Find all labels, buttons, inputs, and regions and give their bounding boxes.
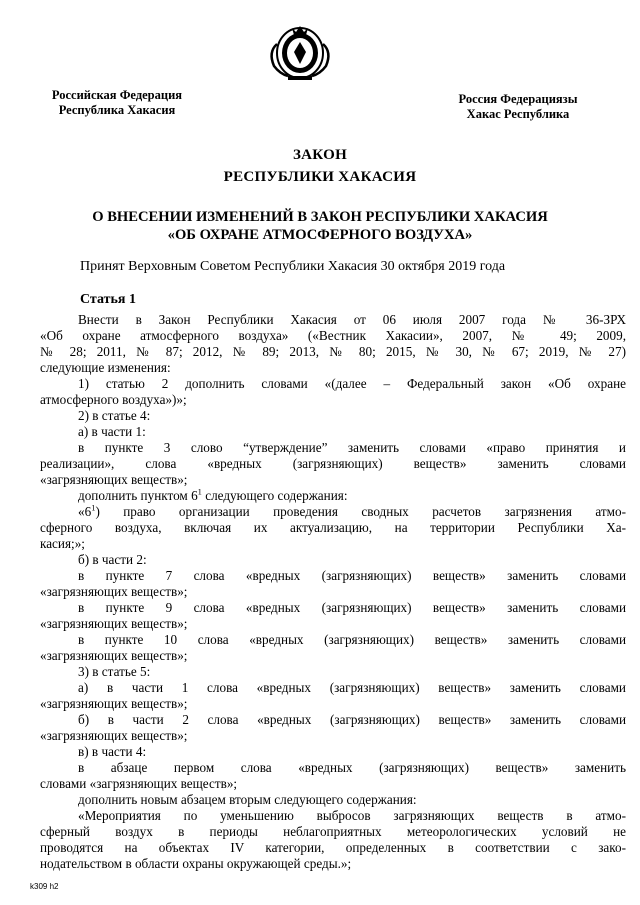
body-line: «Об охране атмосферного воздуха» («Вестник Хакасии», 2007, № 49; 2009, — [40, 328, 626, 343]
body-line: нодательством в области охраны окружающей среды.»; — [40, 856, 352, 871]
body-line: атмосферного воздуха»)»; — [40, 392, 187, 407]
body-line: 1) статью 2 дополнить словами «(далее – Федеральный закон «Об охране — [78, 376, 626, 391]
body-line: «загрязняющих веществ»; — [40, 584, 188, 599]
body-line: дополнить пунктом $6^1$ следующего содержания: — [78, 486, 348, 503]
body-line: касия;»; — [40, 536, 85, 551]
body-line: «$6^1$) право организации проведения сводных расчетов загрязнения атмо- — [78, 502, 626, 519]
body-line: в абзаце первом слова «вредных (загрязняющих) веществ» заменить — [78, 760, 626, 775]
header-left-line2: Республика Хакасия — [58, 103, 176, 117]
body-line: дополнить новым абзацем вторым следующего содержания: — [78, 792, 417, 807]
footer-code: k309 h2 — [30, 882, 59, 891]
document-subtitle-line2: «ОБ ОХРАНЕ АТМОСФЕРНОГО ВОЗДУХА» — [167, 227, 473, 243]
body-line: 2) в статье 4: — [78, 408, 151, 423]
body-line: № 28; 2011, № 87; 2012, № 89; 2013, № 80; 2015, № 30, № 67; 2019, № 27) — [40, 344, 626, 359]
body-line: «Мероприятия по уменьшению выбросов загрязняющих веществ в атмо- — [78, 808, 626, 823]
header-right — [438, 92, 598, 122]
body-line: в пункте 7 слова «вредных (загрязняющих) веществ» заменить словами — [78, 568, 626, 583]
body-line: а) в части 1: — [78, 424, 146, 439]
body-line: «загрязняющих веществ»; — [40, 616, 188, 631]
header-right-line2: Хакас Республика — [466, 107, 570, 121]
body-line: в) в части 4: — [78, 744, 147, 759]
adoption-note: Принят Верховным Советом Республики Хакасия 30 октября 2019 года — [80, 259, 506, 274]
body-line: в пункте 10 слова «вредных (загрязняющих) веществ» заменить словами — [78, 632, 626, 647]
body-line: реализации», слова «вредных (загрязняющих) веществ» заменить словами — [40, 456, 626, 471]
body-line: в пункте 9 слова «вредных (загрязняющих) веществ» заменить словами — [78, 600, 626, 615]
document-title-region: РЕСПУБЛИКИ ХАКАСИЯ — [223, 169, 417, 185]
body-line: 3) в статье 5: — [78, 664, 151, 679]
body-line: Внести в Закон Республики Хакасия от 06 июля 2007 года № 36-ЗРХ — [78, 312, 626, 327]
body-line: в пункте 3 слово “утверждение” заменить словами «право принятия и — [78, 440, 626, 455]
body-line: а) в части 1 слова «вредных (загрязняющих) веществ» заменить словами — [78, 680, 626, 695]
coat-of-arms-icon — [262, 22, 338, 82]
header-right-line1: Россия Федерациязы — [458, 92, 578, 106]
body-line: следующие изменения: — [40, 360, 171, 375]
article-heading: Статья 1 — [80, 292, 136, 307]
body-line: «загрязняющих веществ»; — [40, 696, 188, 711]
article-body — [40, 312, 626, 872]
body-line: б) в части 2: — [78, 552, 147, 567]
body-line: б) в части 2 слова «вредных (загрязняющих) веществ» заменить словами — [78, 712, 626, 727]
header-left — [36, 88, 198, 118]
body-line: сферного воздуха, включая их актуализацию, на территории Республики Ха- — [40, 520, 626, 535]
document-title: ЗАКОН — [292, 147, 348, 163]
body-line: «загрязняющих веществ»; — [40, 728, 188, 743]
header-left-line1: Российская Федерация — [51, 88, 183, 102]
body-line: словами «загрязняющих веществ»; — [40, 776, 238, 791]
body-line: проводятся на объектах IV категории, определенных в соответствии с зако- — [40, 840, 626, 855]
document-subtitle-line1: О ВНЕСЕНИИ ИЗМЕНЕНИЙ В ЗАКОН РЕСПУБЛИКИ ХАКАСИЯ — [92, 209, 548, 225]
body-line: «загрязняющих веществ»; — [40, 472, 188, 487]
body-line: «загрязняющих веществ»; — [40, 648, 188, 663]
body-line: сферный воздух в периоды неблагоприятных метеорологических условий не — [40, 824, 626, 839]
